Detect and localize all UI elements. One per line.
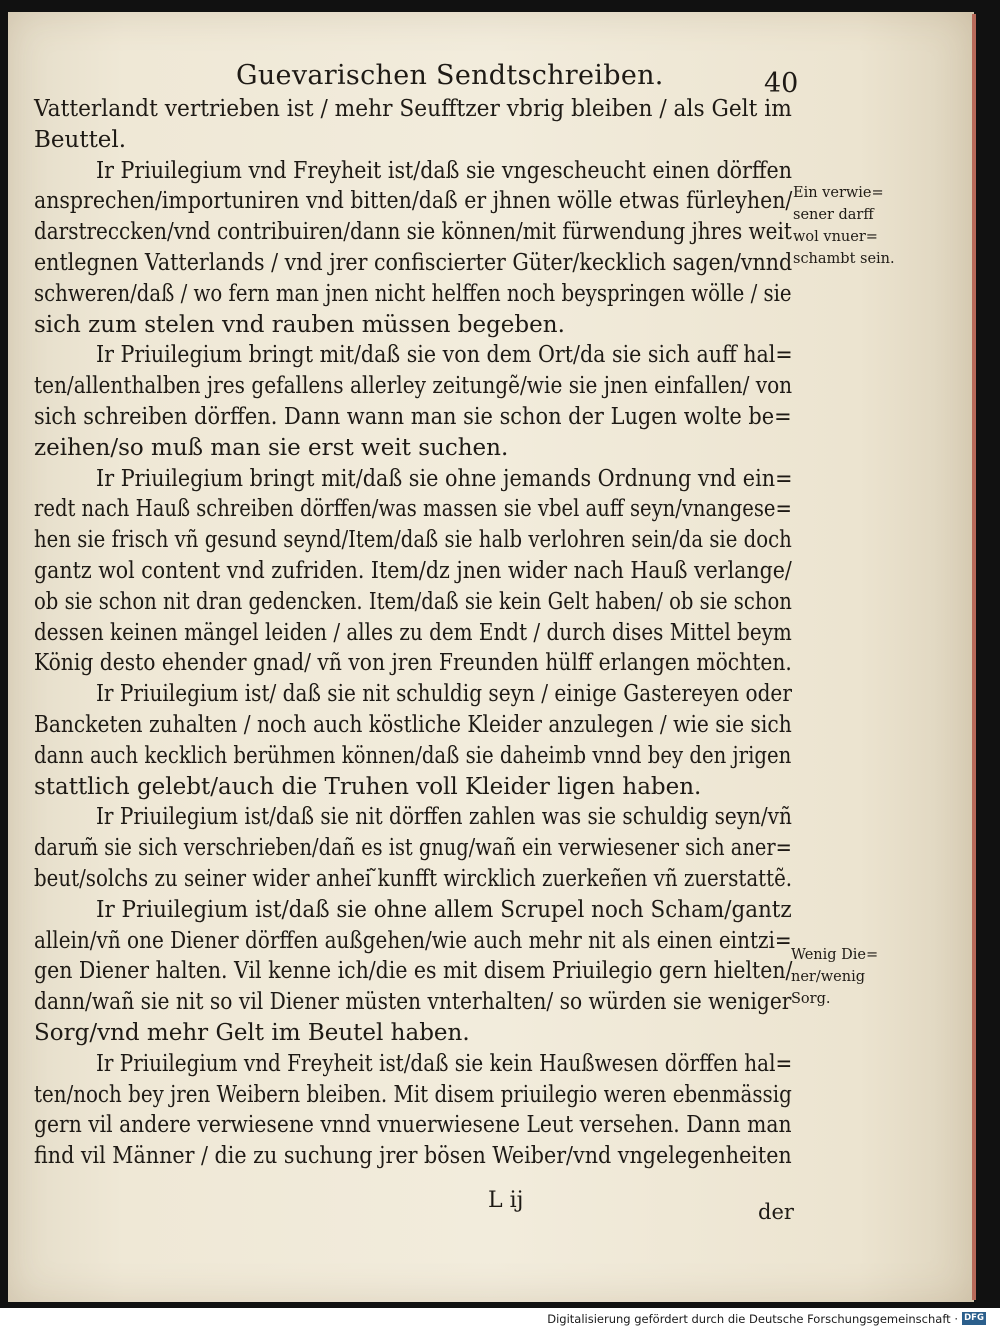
- body-line: dessen keinen mängel leiden / alles zu dem Endt / durch dises Mittel beym: [34, 619, 792, 646]
- body-line: Bancketen zuhalten / noch auch köstliche Kleider anzulegen / wie sie sich: [34, 712, 792, 738]
- margin-note-line: Ein verwie=: [793, 185, 884, 201]
- body-line: ten/noch bey jren Weibern bleiben. Mit disem priuilegio weren ebenmässig: [34, 1081, 792, 1108]
- body-line: zeihen/so muß man sie erst weit suchen.: [34, 434, 509, 461]
- body-line: Beuttel.: [34, 126, 127, 153]
- page-edge: [972, 14, 976, 1300]
- body-line: Vatterlandt vertrieben ist / mehr Seufftzer vbrig bleiben / als Gelt im: [34, 96, 792, 122]
- body-line: ansprechen/importuniren vnd bitten/daß er jhnen wölle etwas fürleyhen/: [34, 188, 793, 215]
- margin-note-line: schambt sein.: [793, 251, 895, 267]
- body-line: dann/wañ sie nit so vil Diener müsten vnterhalten/ so würden sie weniger: [34, 989, 792, 1016]
- margin-note-line: wol vnuer=: [793, 229, 878, 245]
- body-line: Sorg/vnd mehr Gelt im Beutel haben.: [34, 1020, 470, 1046]
- body-line: redt nach Hauß schreiben dörffen/was massen sie vbel auff seyn/vnangese=: [34, 496, 792, 523]
- body-line: Ir Priuilegium vnd Freyheit ist/daß sie kein Haußwesen dörffen hal=: [96, 1050, 793, 1077]
- body-line: entlegnen Vatterlands / vnd jrer confiscierter Güter/kecklich sagen/vnnd: [34, 250, 793, 276]
- body-line: darstreccken/vnd contribuiren/dann sie können/mit fürwendung jhres weit: [34, 219, 792, 246]
- margin-note-line: Wenig Die=: [791, 947, 879, 963]
- book-page: [8, 12, 974, 1302]
- body-line: beut/solchs zu seiner wider anhei ̃kunfft wircklich zuerkeñen vñ zuerstattẽ.: [34, 866, 793, 892]
- body-line: allein/vñ one Diener dörffen außgehen/wie auch mehr nit als einen eintzi=: [34, 927, 792, 954]
- running-head: Guevarischen Sendtschreiben.: [236, 60, 664, 91]
- body-line: ob sie schon nit dran gedencken. Item/daß sie kein Gelt haben/ ob sie schon: [34, 588, 792, 615]
- body-line: schweren/daß / wo fern man jnen nicht helffen noch beyspringen wölle / sie: [34, 280, 792, 307]
- body-line: dann auch kecklich berühmen können/daß sie daheimb vnnd bey den jrigen: [34, 742, 792, 769]
- body-line: König desto ehender gnad/ vñ von jren Freunden hülff erlangen möchten.: [34, 650, 792, 677]
- body-line: Ir Priuilegium bringt mit/daß sie von dem Ort/da sie sich auff hal=: [96, 342, 793, 369]
- body-line: Ir Priuilegium ist/daß sie ohne allem Scrupel noch Scham/gantz: [96, 896, 792, 923]
- dfg-logo-icon: DFG: [962, 1312, 986, 1325]
- body-line: gen Diener halten. Vil kenne ich/die es mit disem Priuilegio gern hielten/: [34, 958, 793, 985]
- margin-note-line: Sorg.: [791, 991, 831, 1007]
- body-line: Ir Priuilegium bringt mit/daß sie ohne jemands Ordnung vnd ein=: [96, 465, 793, 492]
- signature-mark: L ij: [488, 1188, 524, 1213]
- body-line: Ir Priuilegium vnd Freyheit ist/daß sie vngescheucht einen dörffen: [96, 157, 792, 184]
- margin-note: [793, 182, 895, 270]
- margin-note: [791, 944, 878, 1010]
- body-line: Ir Priuilegium ist/ daß sie nit schuldig seyn / einige Gastereyen oder: [96, 681, 792, 708]
- body-line: ten/allenthalben jres gefallens allerley zeitungẽ/wie sie jnen einfallen/ von: [34, 373, 793, 400]
- body-line: find vil Männer / die zu suchung jrer bösen Weiber/vnd vngelegenheiten: [34, 1143, 792, 1170]
- funding-notice: Digitalisierung gefördert durch die Deutsche Forschungsgemeinschaft ·: [547, 1312, 958, 1326]
- body-line: sich schreiben dörffen. Dann wann man sie schon der Lugen wolte be=: [34, 404, 792, 430]
- body-line: Ir Priuilegium ist/daß sie nit dörffen zahlen was sie schuldig seyn/vñ: [96, 804, 792, 831]
- margin-note-line: ner/wenig: [791, 969, 865, 985]
- body-line: stattlich gelebt/auch die Truhen voll Kleider ligen haben.: [34, 773, 702, 800]
- margin-note-line: sener darff: [793, 207, 874, 223]
- body-line: hen sie frisch vñ gesund seynd/Item/daß sie halb verlohren sein/da sie doch: [34, 527, 792, 554]
- body-line: gantz wol content vnd zufriden. Item/dz jnen wider nach Hauß verlange/: [34, 558, 792, 584]
- footer-bar: [0, 1308, 1000, 1329]
- body-line: gern vil andere verwiesene vnnd vnuerwiesene Leut versehen. Dann man: [34, 1112, 792, 1139]
- body-line: sich zum stelen vnd rauben müssen begeben.: [34, 311, 565, 338]
- page-number: 40: [764, 68, 799, 99]
- body-line: darum̃ sie sich verschrieben/dañ es ist gnug/wañ ein verwiesener sich aner=: [34, 835, 792, 862]
- catchword: der: [758, 1200, 794, 1224]
